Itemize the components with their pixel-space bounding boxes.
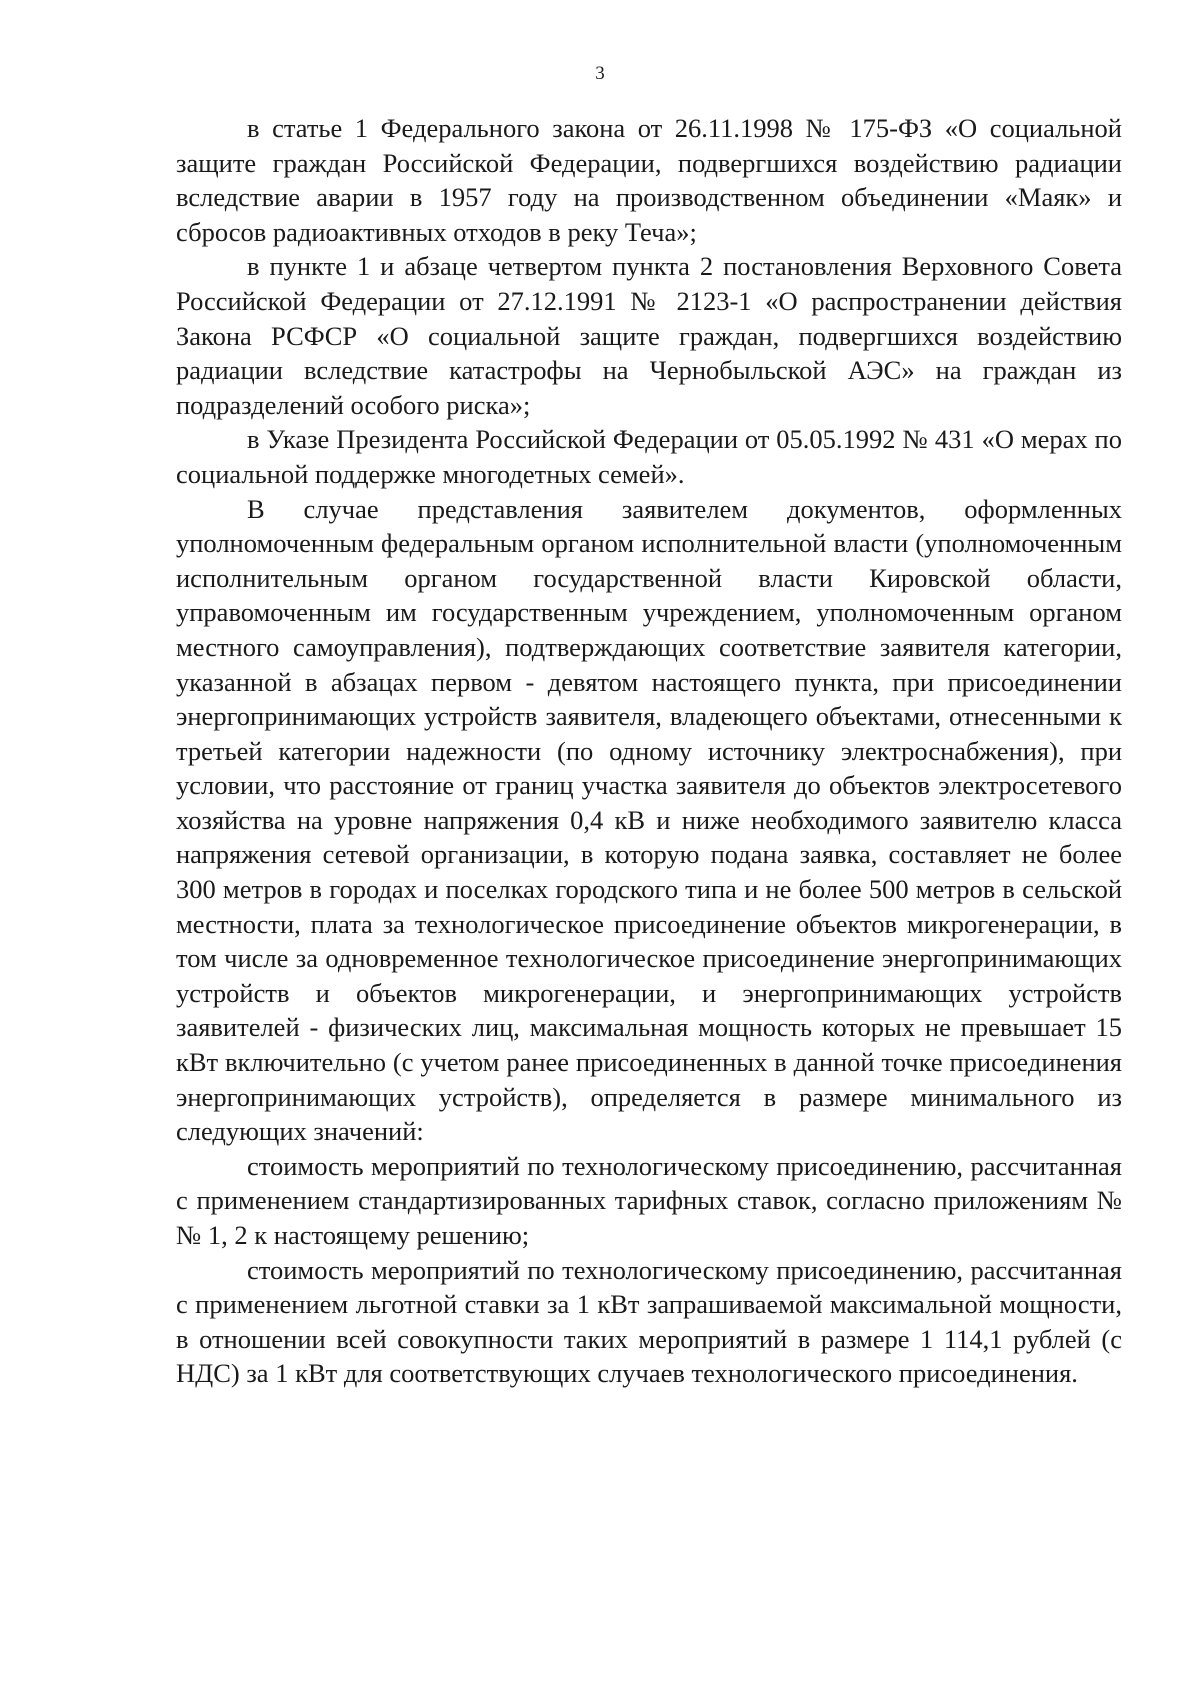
paragraph-preferential-rate-cost: стоимость мероприятий по технологическому присоединению, рассчитанная с применением льготной ставки за 1 кВт запрашиваемой максимальной мощности, в отношении всей совокупности таких мероприятий в размере 1 114,1 рублей (с НДС) за 1 кВт для соответствующих случаев технологического присоединения. xyxy=(176,1254,1122,1389)
paragraph-law-175-fz: в статье 1 Федерального закона от 26.11.1998 № 175-ФЗ «О социальной защите граждан Российской Федерации, подвергшихся воздействию радиации вследствие аварии в 1957 году на производственном объединении «Маяк» и сбросов радиоактивных отходов в реку Теча»; xyxy=(176,113,1122,247)
paragraph-standard-rate-cost: стоимость мероприятий по технологическому присоединению, рассчитанная с применением стандартизированных тарифных ставок, согласно приложениям №№ 1, 2 к настоящему решению; xyxy=(176,1150,1122,1250)
paragraph-resolution-2123-1: в пункте 1 и абзаце четвертом пункта 2 постановления Верховного Совета Российской Федерации от 27.12.1991 № 2123-1 «О распространении действия Закона РСФСР «О социальной защите граждан, подвергшихся воздействию радиации вследствие катастрофы на Чернобыльской АЭС» на граждан из подразделений особого риска»; xyxy=(176,251,1122,420)
paragraph-connection-fee-conditions: В случае представления заявителем документов, оформленных уполномоченным федеральным органом исполнительной власти (уполномоченным исполнительным органом государственной власти Кировской области, управомоченным им государственным учреждением, уполномоченным органом местного самоуправления), подтверждающих соответствие заявителя категории, указанной в абзацах первом - девятом настоящего пункта, при присоединении энергопринимающих устройств заявителя, владеющего объектами, отнесенными к третьей категории надежности (по одному источнику электроснабжения), при условии, что расстояние от границ участка заявителя до объектов электросетевого хозяйства на уровне напряжения 0,4 кВ и ниже необходимого заявителю класса напряжения сетевой организации, в которую подана заявка, составляет не более 300 метров в городах и поселках городского типа и не более 500 метров в сельской местности, плата за технологическое присоединение объектов микрогенерации, в том числе за одновременное технологическое присоединение энергопринимающих устройств и объектов микрогенерации, и энергопринимающих устройств заявителей - физических лиц, максимальная мощность которых не превышает 15 кВт включительно (с учетом ранее присоединенных в данной точке присоединения энергопринимающих устройств), определяется в размере минимального из следующих значений: xyxy=(176,493,1122,1147)
document-body xyxy=(176,111,1122,1391)
paragraph-decree-431: в Указе Президента Российской Федерации от 05.05.1992 № 431 «О мерах по социальной поддержке многодетных семей». xyxy=(176,424,1122,489)
page-number: 3 xyxy=(595,63,605,84)
